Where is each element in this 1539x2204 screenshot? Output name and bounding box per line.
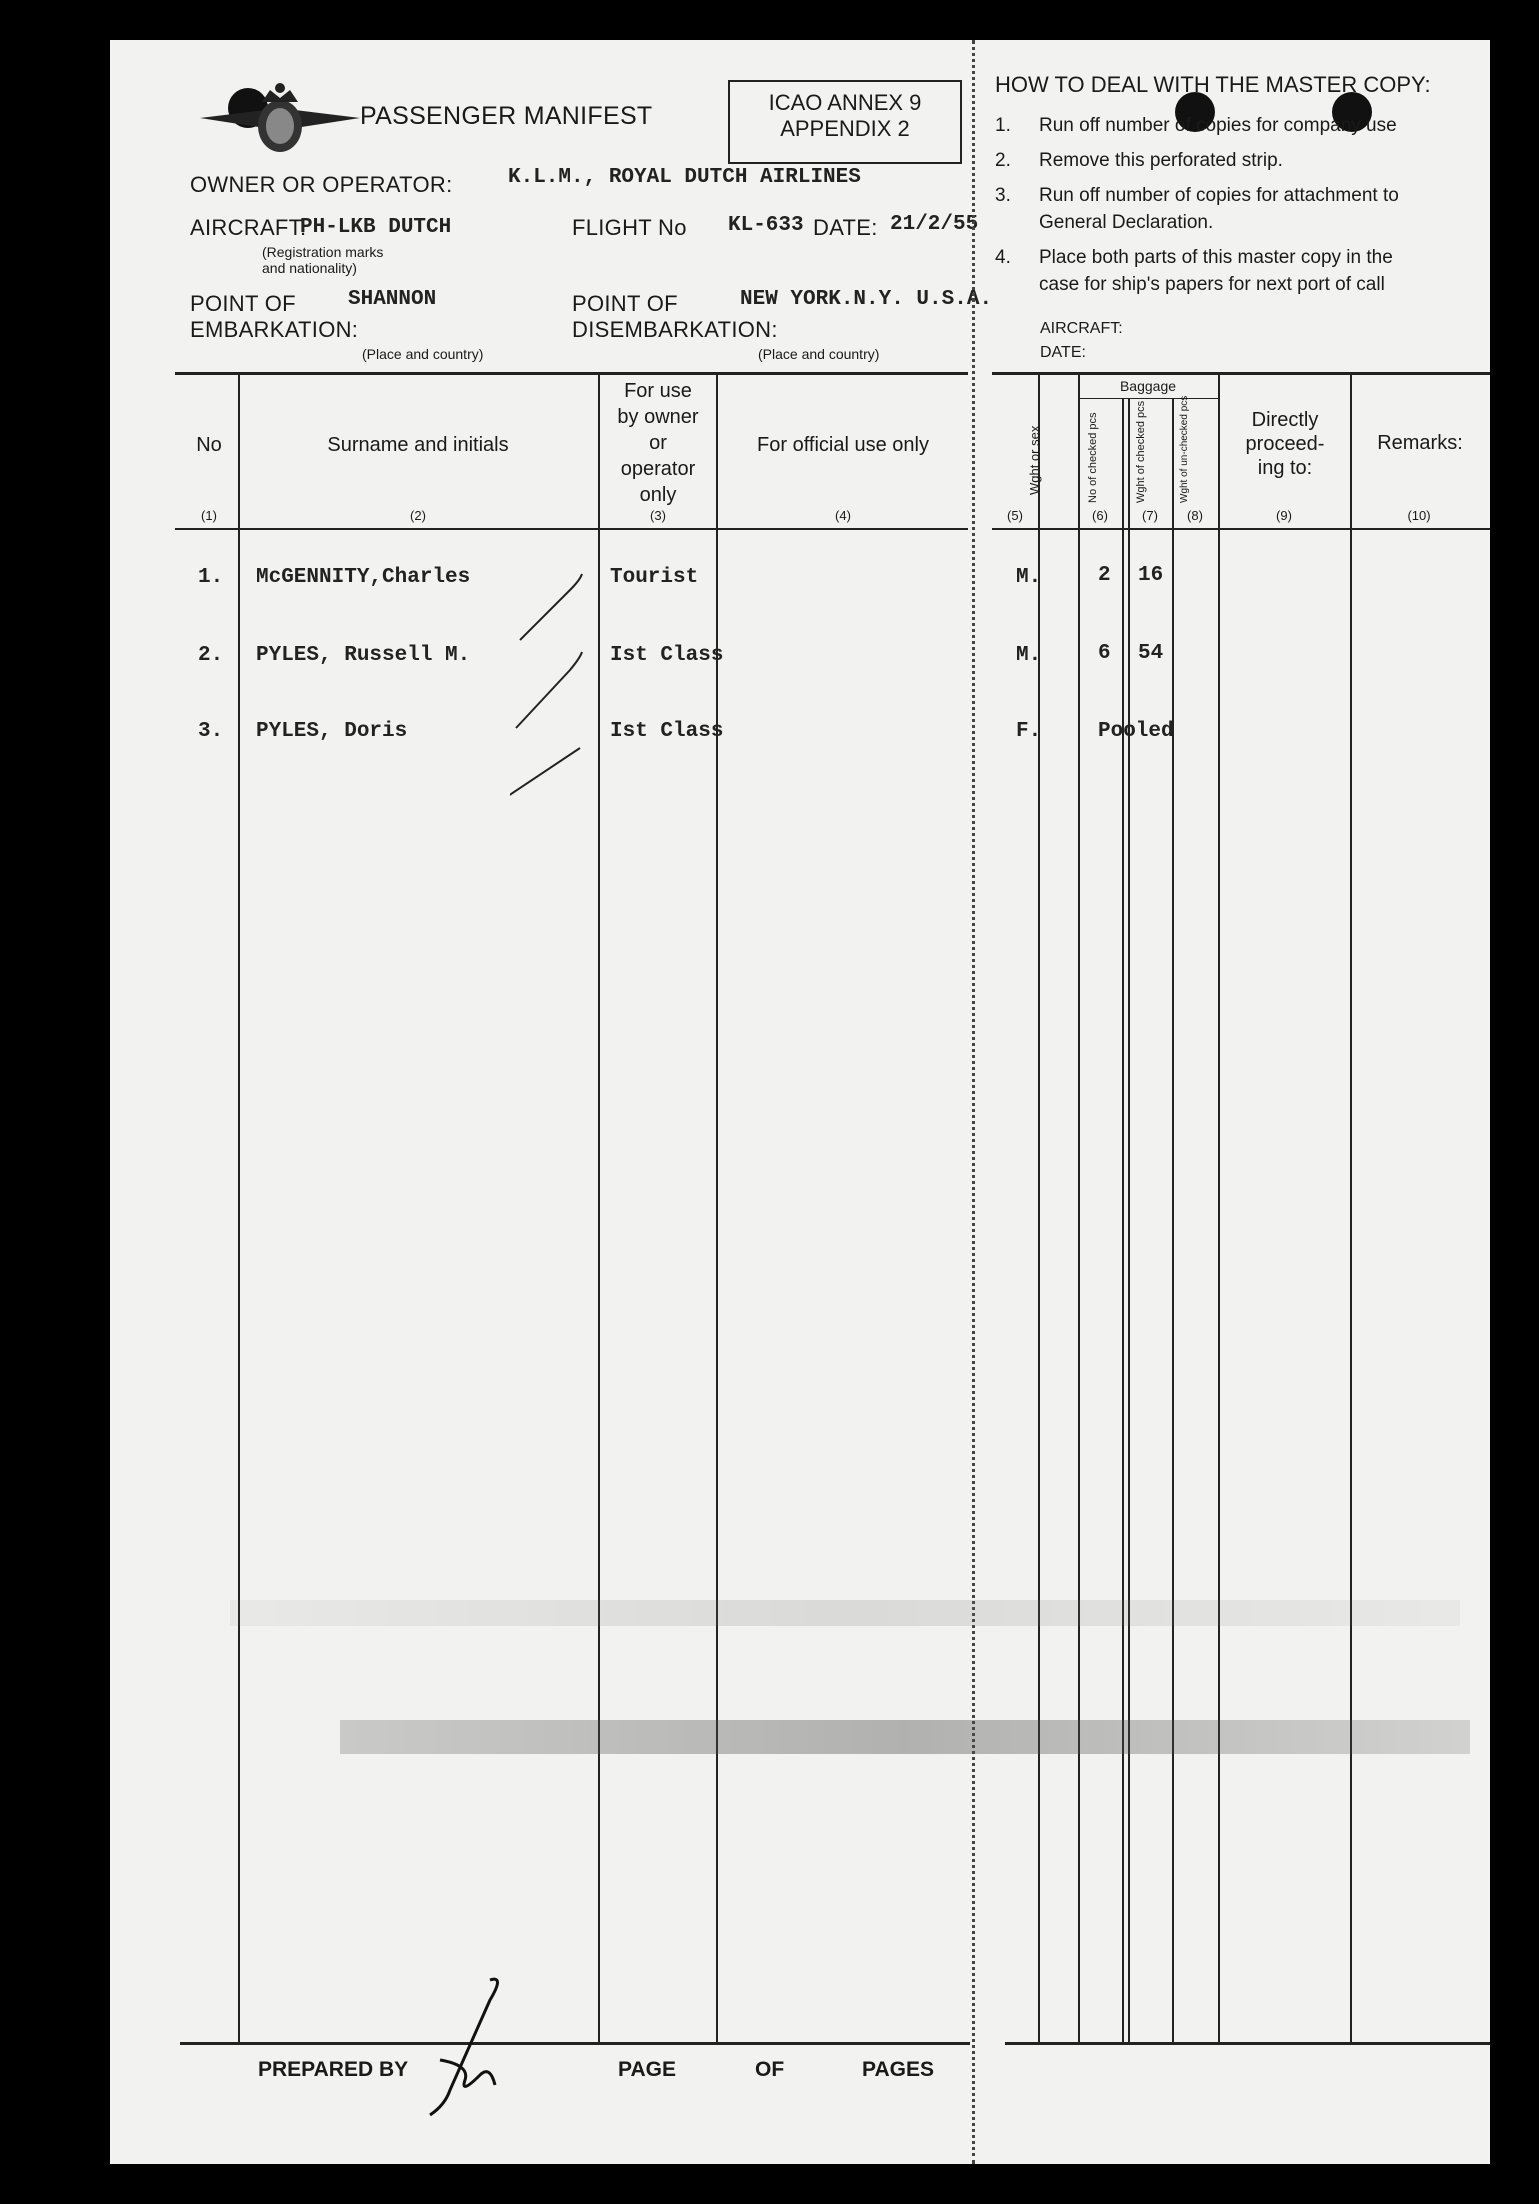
instruction-number: 2.: [995, 150, 1011, 171]
pages-label: PAGES: [862, 2058, 934, 2081]
col-header-owner-use: [600, 378, 716, 508]
instruction-text: Place both parts of this master copy in the: [1039, 247, 1393, 268]
col-number: (2): [410, 508, 426, 523]
owner-use-line: For use: [624, 380, 692, 402]
klm-logo-icon: [190, 80, 370, 160]
page-label: PAGE: [618, 2058, 676, 2081]
instruction-list: [995, 112, 1485, 298]
instructions-title: HOW TO DEAL WITH THE MASTER COPY:: [995, 72, 1431, 97]
owner-use-line: or: [649, 432, 667, 454]
embark-label-1: POINT OF: [190, 291, 296, 316]
table-bottom-rule: [180, 2042, 970, 2045]
col-number: (3): [650, 508, 666, 523]
col-line: [716, 374, 718, 2044]
col-number: (1): [201, 508, 217, 523]
col-header-official: For official use only: [757, 434, 929, 456]
col-header-no: No: [196, 434, 222, 456]
col-line: [1122, 398, 1124, 2044]
instruction-number: 1.: [995, 115, 1011, 136]
strip-aircraft-label: AIRCRAFT:: [1040, 320, 1123, 337]
row-pcs: 6: [1098, 642, 1111, 665]
row-name: PYLES, Doris: [256, 720, 408, 743]
aircraft-note-2: and nationality): [262, 260, 357, 276]
disembark-label-1: POINT OF: [572, 291, 678, 316]
col-number: (8): [1187, 508, 1203, 523]
flight-label: FLIGHT No: [572, 215, 687, 240]
baggage-subheader-rule: [1078, 398, 1218, 399]
row-pcs: Pooled: [1098, 720, 1174, 743]
prepared-by-label: PREPARED BY: [258, 2058, 409, 2081]
of-label: OF: [755, 2058, 785, 2081]
col-number: (6): [1092, 508, 1108, 523]
row-no: 3.: [198, 720, 224, 743]
row-name: McGENNITY,Charles: [256, 566, 471, 589]
owner-use-line: only: [639, 484, 677, 506]
col-line: [1128, 398, 1130, 2044]
date-label: DATE:: [813, 215, 878, 240]
manifest-title: PASSENGER MANIFEST: [360, 102, 653, 130]
strip-date-label: DATE:: [1040, 344, 1086, 361]
embark-note: (Place and country): [362, 346, 484, 362]
table-top-rule-strip: [992, 372, 1490, 375]
col-header-weight-sex: Wght or sex: [1027, 425, 1042, 495]
manifest-page: [110, 40, 1490, 2164]
col-number: (10): [1407, 508, 1431, 523]
row-class: Ist Class: [610, 644, 724, 667]
col-number: (5): [1007, 508, 1023, 523]
icao-box: [728, 80, 962, 164]
col-header-directly: [1220, 408, 1350, 480]
col-header-checked-pcs: No of checked pcs: [1087, 412, 1099, 503]
aircraft-label: AIRCRAFT:: [190, 215, 307, 240]
instruction-text-block: [1039, 244, 1393, 298]
col-line: [1218, 374, 1220, 2044]
check-marks: [510, 560, 670, 820]
col-number: (9): [1276, 508, 1292, 523]
row-class: Tourist: [610, 566, 699, 589]
col-header-surname: Surname and initials: [327, 434, 509, 456]
instruction-text: Run off number of copies for attachment to: [1039, 185, 1399, 206]
row-sex: M.: [1016, 566, 1042, 589]
directly-line: proceed-: [1245, 433, 1325, 455]
col-line: [1038, 374, 1040, 2044]
instruction-text: General Declaration.: [1039, 212, 1214, 233]
instruction-item: [995, 147, 1485, 174]
embark-value: SHANNON: [348, 288, 437, 311]
col-header-wght-checked: Wght of checked pcs: [1135, 400, 1147, 503]
row-no: 2.: [198, 644, 224, 667]
col-header-remarks: Remarks:: [1377, 432, 1463, 454]
col-line: [1172, 398, 1174, 2044]
row-no: 1.: [198, 566, 224, 589]
table-header-rule: [175, 528, 968, 530]
row-wght: 16: [1138, 564, 1164, 587]
col-line: [1078, 374, 1080, 2044]
col-line: [238, 374, 240, 2044]
row-sex: F.: [1016, 720, 1042, 743]
signature-icon: [410, 1970, 530, 2120]
col-line: [1350, 374, 1352, 2044]
owner-use-line: by owner: [617, 406, 699, 428]
row-name: PYLES, Russell M.: [256, 644, 471, 667]
table-top-rule: [175, 372, 968, 375]
instruction-item: [995, 112, 1485, 139]
faded-smudge: [230, 1600, 1460, 1626]
instruction-item: [995, 244, 1485, 298]
aircraft-note-1: (Registration marks: [262, 244, 384, 260]
instruction-text: case for ship's papers for next port of call: [1039, 274, 1385, 295]
table-header-rule-strip: [992, 528, 1490, 530]
col-header-baggage: Baggage: [1119, 378, 1177, 394]
date-value: 21/2/55: [890, 213, 979, 236]
row-wght: 54: [1138, 642, 1164, 665]
instruction-number: 4.: [995, 247, 1011, 268]
instruction-number: 3.: [995, 185, 1011, 206]
col-header-wght-unchecked: Wght of un-checked pcs: [1179, 395, 1190, 503]
instruction-text-block: [1039, 182, 1399, 236]
disembark-value: NEW YORK.N.Y. U.S.A.: [740, 288, 993, 311]
disembark-note: (Place and country): [758, 346, 880, 362]
icao-line-1: ICAO ANNEX 9: [768, 90, 922, 115]
col-number: (4): [835, 508, 851, 523]
row-sex: M.: [1016, 644, 1042, 667]
col-number: (7): [1142, 508, 1158, 523]
embark-label-2: EMBARKATION:: [190, 317, 359, 342]
instruction-text: Remove this perforated strip.: [1039, 150, 1283, 171]
instruction-item: [995, 182, 1485, 236]
instruction-text: Run off number of copies for company use: [1039, 115, 1397, 136]
owner-value: K.L.M., ROYAL DUTCH AIRLINES: [508, 166, 861, 189]
flight-value: KL-633: [728, 214, 804, 237]
perforation-line: [972, 40, 975, 2164]
row-class: Ist Class: [610, 720, 724, 743]
icao-line-2: APPENDIX 2: [780, 116, 910, 141]
row-pcs: 2: [1098, 564, 1111, 587]
faded-smudge: [340, 1720, 1470, 1754]
directly-line: Directly: [1251, 409, 1319, 431]
owner-use-line: operator: [620, 458, 696, 480]
aircraft-value: PH-LKB DUTCH: [300, 216, 452, 239]
disembark-label-2: DISEMBARKATION:: [572, 317, 778, 342]
directly-line: ing to:: [1257, 457, 1313, 479]
owner-label: OWNER OR OPERATOR:: [190, 172, 453, 197]
